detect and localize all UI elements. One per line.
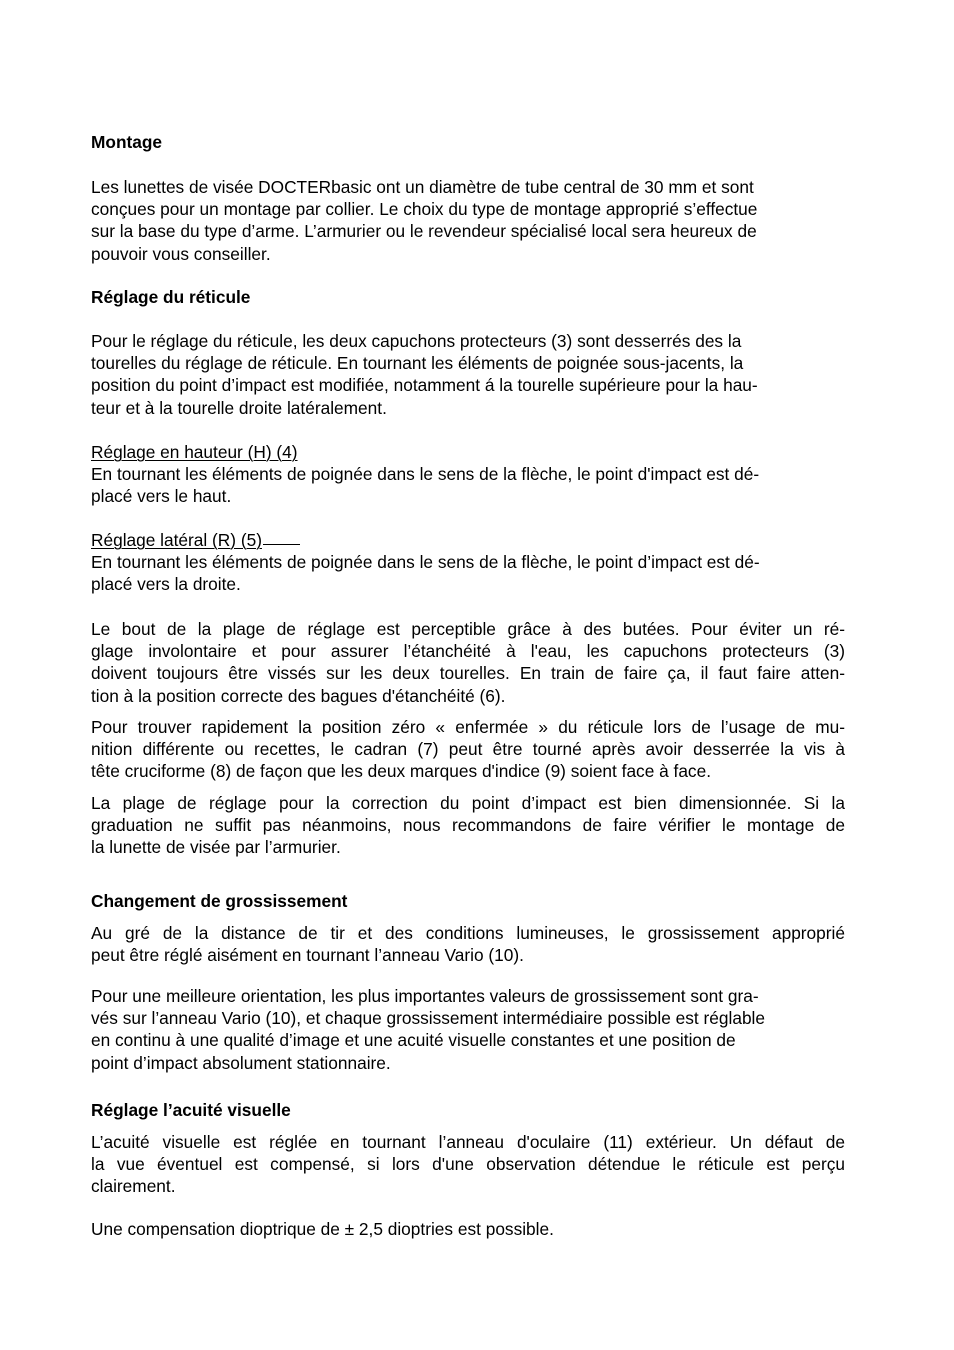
text-line: En tournant les éléments de poignée dans le sens de la flèche, le point d’impact est dé-: [91, 552, 760, 573]
grossissement-paragraph-1: [91, 922, 845, 966]
text-line: sur la base du type d’arme. L’armurier ou le revendeur spécialisé local sera heureux de: [91, 221, 757, 242]
lateral-title: Réglage latéral (R) (5): [91, 530, 262, 550]
grossissement-paragraph-2: [91, 985, 845, 1074]
plage-paragraph: [91, 792, 845, 859]
text-line: clairement.: [91, 1176, 176, 1197]
text-line: placé vers la droite.: [91, 574, 241, 595]
text-line: teur et à la tourelle droite latéralement.: [91, 397, 387, 418]
hauteur-section: [91, 441, 845, 508]
text-line: graduation ne suffit pas néanmoins, nous recommandons de faire vérifier le montage de: [91, 815, 845, 836]
text-line: pouvoir vous conseiller.: [91, 243, 271, 264]
butees-paragraph: [91, 618, 845, 707]
acuite-paragraph-2: [91, 1218, 845, 1240]
text-line: Pour une meilleure orientation, les plus importantes valeurs de grossissement sont gra-: [91, 986, 759, 1006]
text-line: doivent toujours être vissés sur les deux tourelles. En train de faire ça, il faut faire atten-: [91, 663, 845, 684]
acuite-paragraph-1: [91, 1131, 845, 1198]
grossissement-heading: Changement de grossissement: [91, 891, 348, 911]
lateral-section: [91, 529, 845, 596]
montage-paragraph: [91, 176, 845, 265]
reticule-heading: Réglage du réticule: [91, 287, 251, 307]
text-line: La plage de réglage pour la correction du point d’impact est bien dimensionnée. Si la: [91, 793, 845, 813]
text-line: glage involontaire et pour assurer l’étanchéité à l'eau, les capuchons protecteurs (3): [91, 641, 845, 662]
text-line: position du point d’impact est modifiée, notamment á la tourelle supérieure pour la hau-: [91, 375, 758, 396]
text-line: L’acuité visuelle est réglée en tournant l’anneau d'oculaire (11) extérieur. Un défaut de: [91, 1132, 845, 1152]
reticule-intro-paragraph: [91, 330, 845, 419]
hauteur-title: Réglage en hauteur (H) (4): [91, 442, 298, 462]
text-line: Pour trouver rapidement la position zéro « enfermée » du réticule lors de l’usage de mu-: [91, 717, 845, 737]
text-line: peut être réglé aisément en tournant l’anneau Vario (10).: [91, 945, 524, 966]
montage-heading: Montage: [91, 132, 163, 152]
text-line: Le bout de la plage de réglage est perceptible grâce à des butées. Pour éviter un ré-: [91, 619, 845, 639]
text-line: placé vers le haut.: [91, 486, 232, 507]
text-line: tourelles du réglage de réticule. En tournant les éléments de poignée sous-jacents, la: [91, 353, 744, 374]
underline-rule: [263, 544, 300, 545]
text-line: Pour le réglage du réticule, les deux capuchons protecteurs (3) sont desserrés des la: [91, 331, 742, 351]
text-line: en continu à une qualité d’image et une acuité visuelle constantes et une position de: [91, 1030, 736, 1051]
text-line: Les lunettes de visée DOCTERbasic ont un diamètre de tube central de 30 mm et sont: [91, 177, 754, 197]
acuite-heading: Réglage l’acuité visuelle: [91, 1100, 291, 1120]
text-line: conçues pour un montage par collier. Le choix du type de montage approprié s’effectue: [91, 199, 758, 220]
text-line: Une compensation dioptrique de ± 2,5 dioptries est possible.: [91, 1219, 554, 1239]
text-line: tion à la position correcte des bagues d'étanchéité (6).: [91, 685, 506, 706]
text-line: En tournant les éléments de poignée dans le sens de la flèche, le point d'impact est dé-: [91, 464, 760, 485]
text-line: la vue éventuel est compensé, si lors d'une observation détendue le réticule est perçu: [91, 1154, 845, 1175]
text-line: la lunette de visée par l’armurier.: [91, 837, 341, 858]
text-line: tête cruciforme (8) de façon que les deux marques d'indice (9) soient face à face.: [91, 761, 711, 782]
text-line: vés sur l’anneau Vario (10), et chaque grossissement intermédiaire possible est réglable: [91, 1008, 766, 1029]
text-line: nition différente ou recettes, le cadran (7) peut être tourné après avoir desserrée la vis à: [91, 739, 845, 760]
zero-paragraph: [91, 716, 845, 783]
text-line: point d’impact absolument stationnaire.: [91, 1052, 391, 1073]
text-line: Au gré de la distance de tir et des conditions lumineuses, le grossissement approprié: [91, 923, 845, 943]
